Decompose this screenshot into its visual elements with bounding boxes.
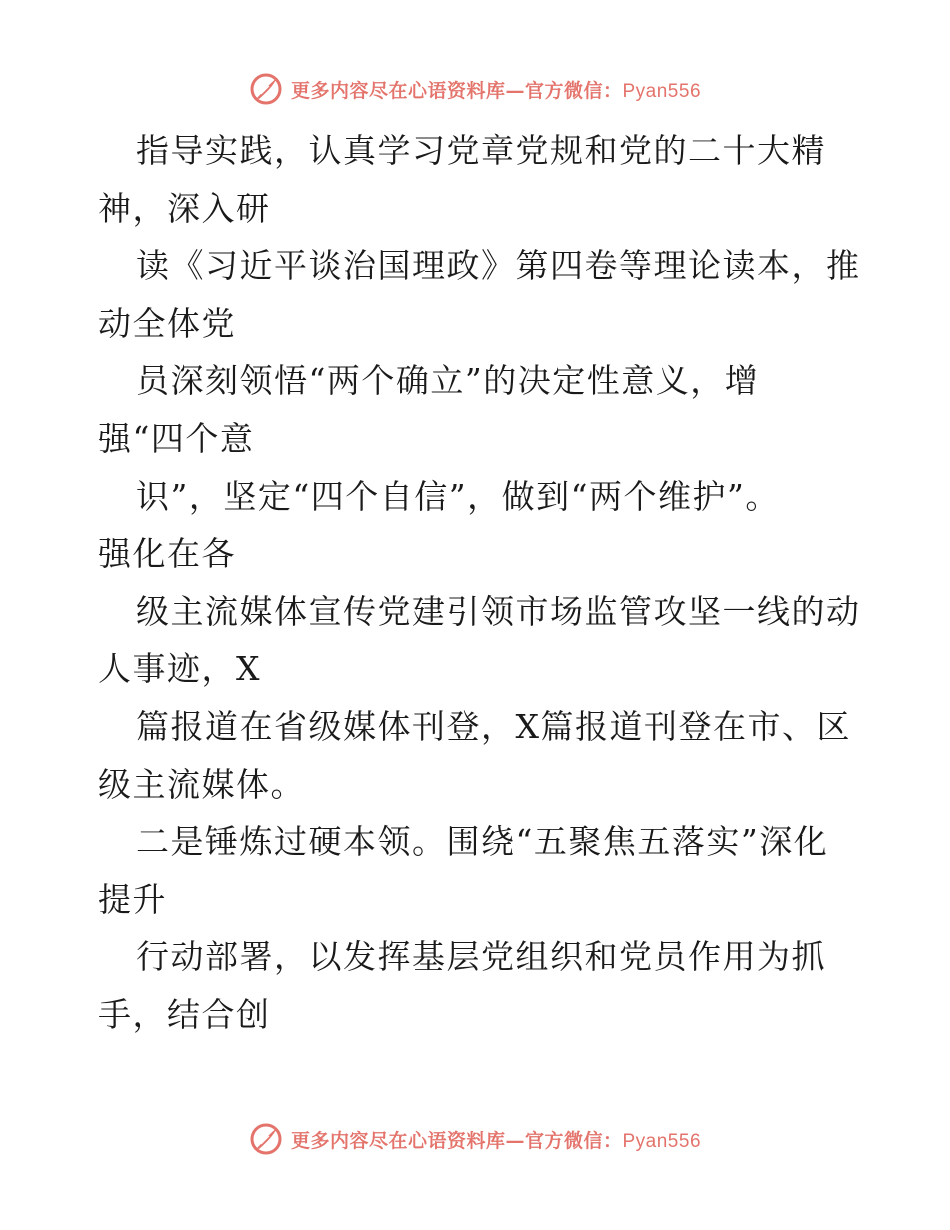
paragraph-line: 行动部署，以发挥基层党组织和党员作用为抓 <box>136 937 826 977</box>
paragraph-line: 级主流媒体宣传党建引领市场监管攻坚一线的动 <box>136 591 861 631</box>
paragraph-line: 强化在各 <box>98 534 236 574</box>
footer-banner <box>0 1122 950 1156</box>
feather-pen-logo-icon <box>249 72 283 106</box>
paragraph-line: 神，深入研 <box>98 188 271 228</box>
paragraph-line: 读《习近平谈治国理政》第四卷等理论读本，推 <box>136 246 861 286</box>
paragraph-line: 提升 <box>98 879 167 919</box>
paragraph-line: 篇报道在省级媒体刊登，X篇报道刊登在市、区 <box>136 706 851 746</box>
wechat-handle: Pyan556 <box>622 1130 702 1152</box>
paragraph-line: 识”，坚定“四个自信”，做到“两个维护”。 <box>136 476 780 516</box>
wechat-handle: Pyan556 <box>622 80 702 102</box>
banner-text: 更多内容尽在心语资料库—官方微信：Pyan556 <box>290 1129 702 1152</box>
paragraph-line: 动全体党 <box>98 303 236 343</box>
paragraph-line: 强“四个意 <box>98 418 255 458</box>
paragraph-line: 指导实践，认真学习党章党规和党的二十大精 <box>136 131 826 170</box>
paragraph-line: 二是锤炼过硬本领。围绕“五聚焦五落实”深化 <box>136 822 829 862</box>
paragraph-line: 人事迹，X <box>98 649 261 689</box>
paragraph-line: 员深刻领悟“两个确立”的决定性意义，增 <box>136 361 760 401</box>
paragraph-line: 级主流媒体。 <box>98 764 305 804</box>
document-body <box>98 122 861 1044</box>
header-banner <box>0 72 950 106</box>
banner-text: 更多内容尽在心语资料库—官方微信：Pyan556 <box>290 79 702 102</box>
feather-pen-logo-icon <box>249 1122 283 1156</box>
paragraph-line: 手，结合创 <box>98 994 271 1034</box>
